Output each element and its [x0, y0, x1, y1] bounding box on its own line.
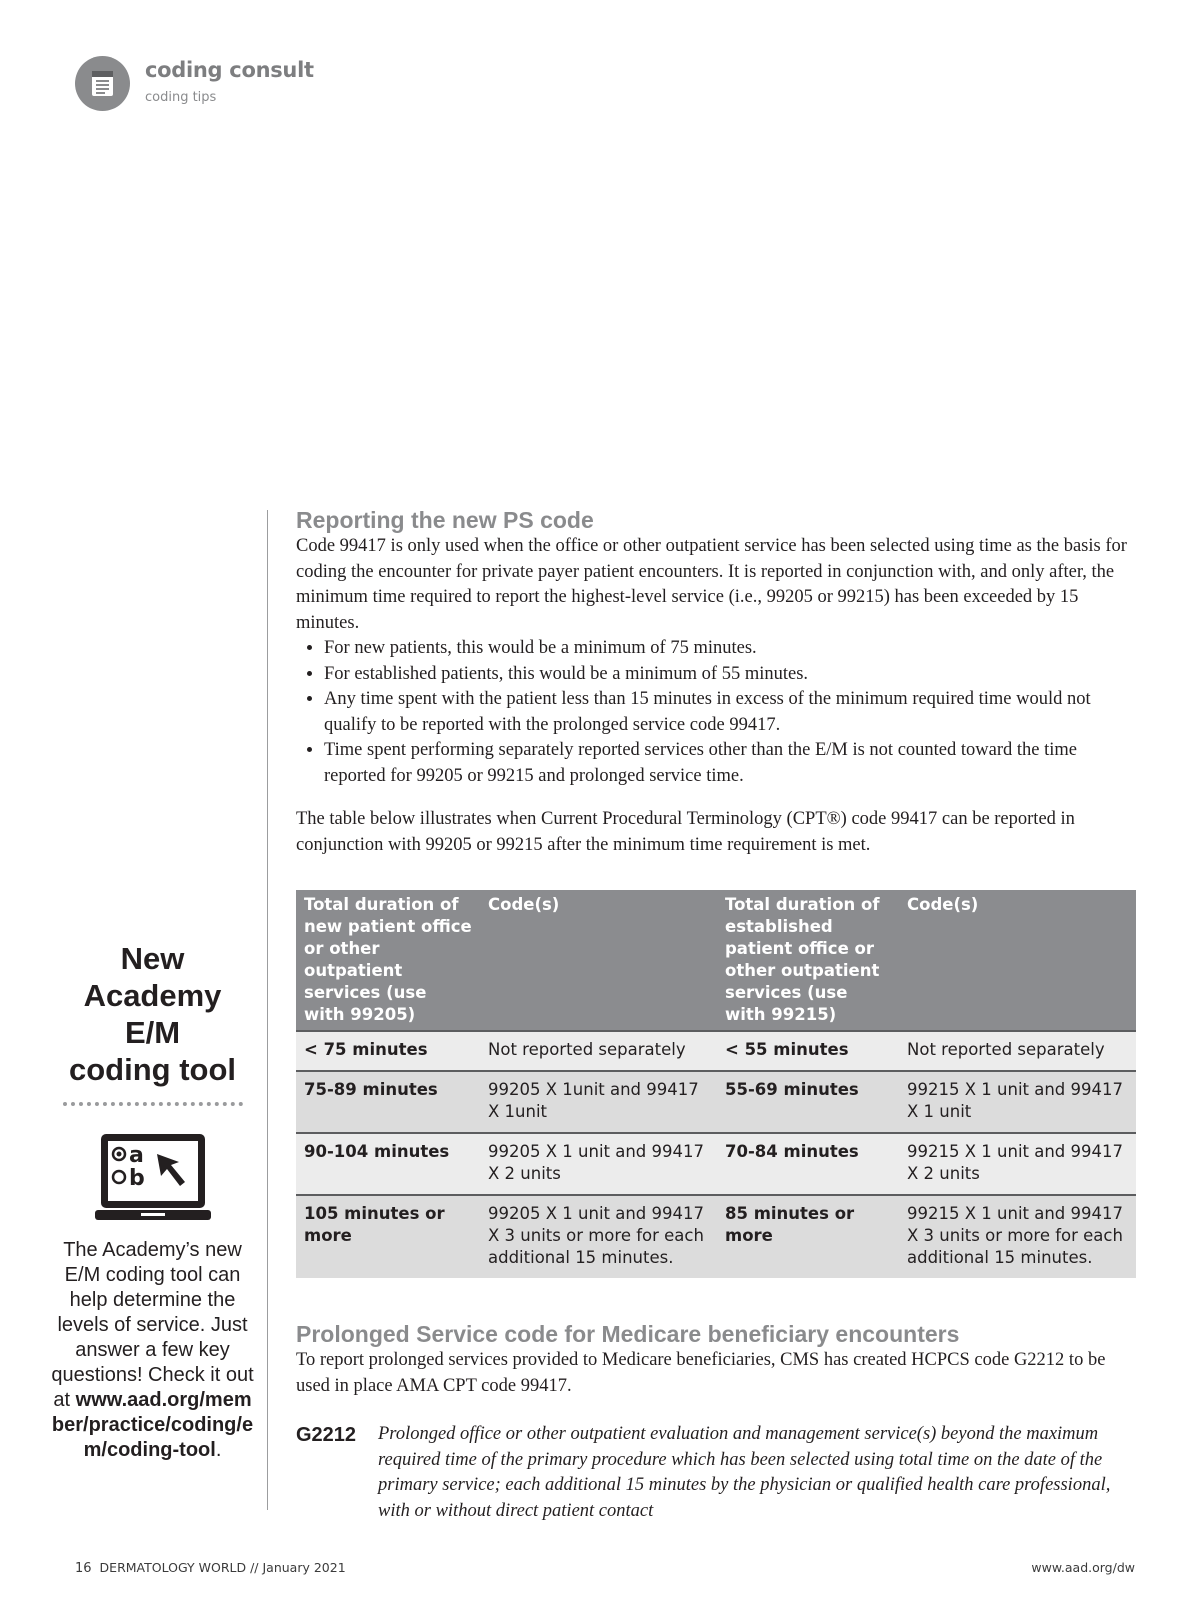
- section-heading: Prolonged Service code for Medicare beneficiary encounters: [296, 1321, 960, 1347]
- header-badge: [75, 56, 130, 111]
- hcpcs-code: G2212: [296, 1424, 357, 1446]
- table-header-row: [296, 890, 1136, 1031]
- paragraph: The table below illustrates when Current Procedural Terminology (CPT®) code 99417 can be reported in conjunction with 99205 or 99215 after the minimum time requirement is met.: [296, 809, 1075, 855]
- header-title: coding consult: [145, 58, 314, 82]
- table-cell: 70-84 minutes: [717, 1133, 899, 1195]
- table-cell: 99215 X 1 unit and 99417 X 3 units or more for each additional 15 minutes.: [899, 1195, 1136, 1278]
- section-header: [75, 56, 395, 112]
- sidebar-title-line: New: [120, 941, 185, 976]
- sidebar-body-end: .: [215, 1439, 222, 1461]
- laptop-icon: [93, 1132, 213, 1224]
- paragraph: To report prolonged services provided to Medicare beneficiaries, CMS has created HCPCS code G2212 to be used in place AMA CPT code 99417.: [296, 1350, 1106, 1396]
- sidebar-title-line: E/M: [124, 1015, 181, 1050]
- dotted-divider: [63, 1102, 243, 1106]
- table-cell: < 75 minutes: [296, 1031, 480, 1071]
- table-cell: 99215 X 1 unit and 99417 X 2 units: [899, 1133, 1136, 1195]
- table-header-cell: Total duration of new patient office or other outpatient services (use with 99205): [296, 890, 480, 1031]
- table-header-cell: Total duration of established patient office or other outpatient services (use with 99215): [717, 890, 899, 1031]
- table-cell: 99205 X 1unit and 99417 X 1unit: [480, 1071, 717, 1133]
- hcpcs-code-description: Prolonged office or other outpatient evaluation and management service(s) beyond the maximum required time of the primary procedure which has been selected using total time on the date of the primary service; each additional 15 minutes by the physician or qualified health care professional, with or without direct patient contact: [378, 1424, 1111, 1521]
- paragraph: Code 99417 is only used when the office or other outpatient service has been selected using time as the basis for coding the encounter for private payer patient encounters. It is reported in conjunction with, and only after, the minimum time required to report the highest-level service (i.e., 99205 or 99215) has been exceeded by 15 minutes.: [296, 536, 1127, 633]
- table-row: [296, 1031, 1136, 1071]
- list-item: • For established patients, this would be a minimum of 55 minutes.: [324, 662, 1136, 688]
- table-cell: Not reported separately: [899, 1031, 1136, 1071]
- table-cell: 90-104 minutes: [296, 1133, 480, 1195]
- section-medicare: [296, 1320, 1136, 1399]
- column-divider: [267, 510, 268, 1510]
- table-cell: 85 minutes or more: [717, 1195, 899, 1278]
- table-cell: 99205 X 1 unit and 99417 X 3 units or more for each additional 15 minutes.: [480, 1195, 717, 1278]
- table-row: [296, 1071, 1136, 1133]
- sidebar-title: [50, 940, 255, 1088]
- footer-publication: [75, 1560, 346, 1576]
- header-subtitle: coding tips: [145, 90, 217, 105]
- table-cell: 105 minutes or more: [296, 1195, 480, 1278]
- sidebar-callout: [50, 940, 255, 1463]
- sidebar-title-line: Academy: [83, 978, 222, 1013]
- list-item: • For new patients, this would be a minimum of 75 minutes.: [324, 636, 1136, 662]
- table-header-cell: Code(s): [899, 890, 1136, 1031]
- coding-tool-link[interactable]: www.aad.org/member/practice/coding/em/coding-tool: [51, 1389, 254, 1461]
- list-item: • Time spent performing separately reported services other than the E/M is not counted toward the time reported for 99205 or 99215 and prolonged service time.: [324, 738, 1136, 789]
- sidebar-body-text: The Academy’s new E/M coding tool can help determine the levels of service. Just answer a few key questions! Check it out at: [51, 1239, 254, 1411]
- table-cell: 55-69 minutes: [717, 1071, 899, 1133]
- table-cell: 99205 X 1 unit and 99417 X 2 units: [480, 1133, 717, 1195]
- publication-info: DERMATOLOGY WORLD // January 2021: [99, 1560, 346, 1575]
- table-cell: < 55 minutes: [717, 1031, 899, 1071]
- section-heading: Reporting the new PS code: [296, 507, 594, 533]
- list-item: • Any time spent with the patient less than 15 minutes in excess of the minimum required time would not qualify to be reported with the prolonged service code 99417.: [324, 687, 1136, 738]
- table-header-cell: Code(s): [480, 890, 717, 1031]
- table-cell: Not reported separately: [480, 1031, 717, 1071]
- sidebar-title-line: coding tool: [68, 1052, 237, 1087]
- table-row: [296, 1133, 1136, 1195]
- page-number: 16: [75, 1561, 92, 1576]
- laptop-letter-b: b: [128, 1166, 145, 1191]
- footer-url[interactable]: www.aad.org/dw: [1031, 1560, 1135, 1575]
- bullet-list: [296, 636, 1136, 789]
- laptop-letter-a: a: [128, 1143, 144, 1168]
- document-icon: [88, 69, 117, 98]
- table-cell: 75-89 minutes: [296, 1071, 480, 1133]
- table-row: [296, 1195, 1136, 1278]
- section-reporting: [296, 506, 1136, 858]
- sidebar-body: [50, 1238, 255, 1463]
- table-cell: 99215 X 1 unit and 99417 X 1 unit: [899, 1071, 1136, 1133]
- code-table: [296, 890, 1136, 1278]
